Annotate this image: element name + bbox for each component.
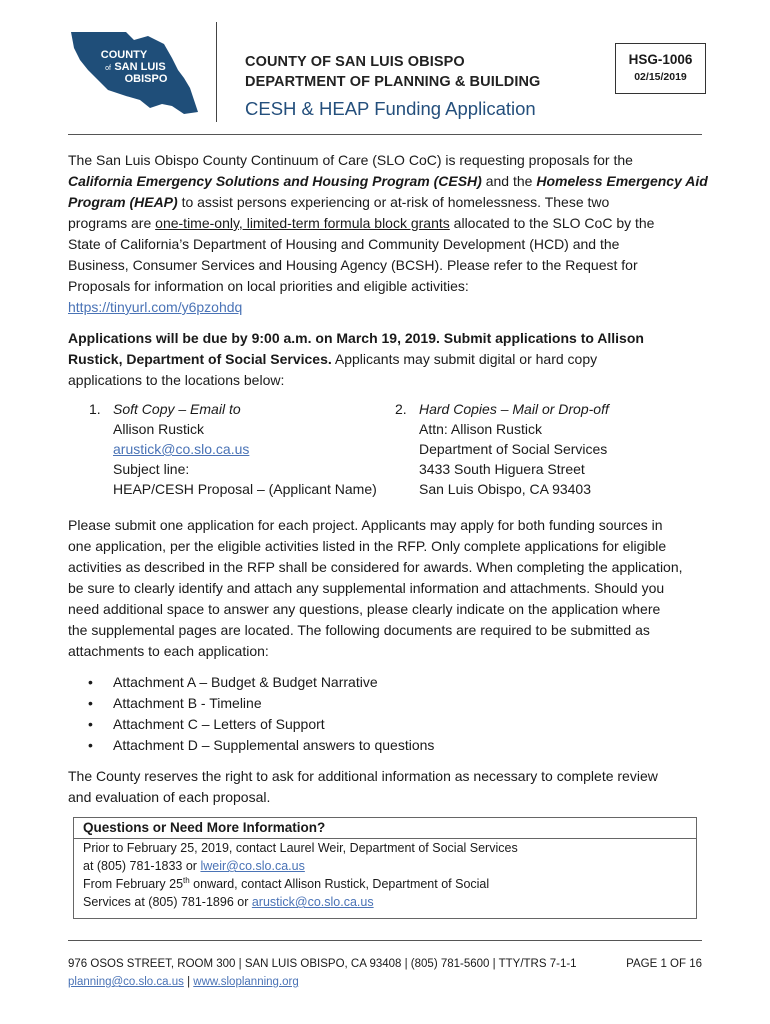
logo-text-san-luis: SAN LUIS	[114, 61, 166, 73]
hard-copy-instructions	[395, 399, 609, 499]
instructions-line: need additional space to answer any questions, please clearly indicate on the application where	[68, 601, 661, 617]
hard-copy-title-text: Hard Copies – Mail or Drop-off	[419, 401, 609, 417]
footer-address: 976 OSOS STREET, ROOM 300 | SAN LUIS OBISPO, CA 93408 | (805) 781-5600 | TTY/TRS 7-1-1	[68, 958, 577, 970]
hard-copy-title	[419, 399, 609, 419]
soft-copy-title-text: Soft Copy – Email to	[113, 401, 241, 417]
contact-text: at (805) 781-1833 or	[83, 859, 201, 873]
reserve-paragraph	[68, 766, 708, 808]
instructions-paragraph	[68, 515, 708, 662]
list-item	[88, 672, 434, 693]
instructions-line: Please submit one application for each project. Applicants may apply for both funding sources in	[68, 517, 663, 533]
planning-email-link[interactable]: planning@co.slo.ca.us	[68, 976, 184, 988]
email-line	[113, 439, 377, 459]
form-number-box	[615, 43, 706, 94]
list-number: 1.	[89, 401, 101, 417]
instructions-line: activities as described in the RFP shall be considered for awards. When completing the application,	[68, 559, 683, 575]
intro-line: State of California’s Department of Housing and Community Development (HCD) and the	[68, 236, 620, 252]
instructions-line: the supplemental pages are located. The following documents are required to be submitted as	[68, 622, 650, 638]
city-line: San Luis Obispo, CA 93403	[419, 481, 592, 497]
list-item	[88, 714, 434, 735]
reserve-line: The County reserves the right to ask for additional information as necessary to complete review	[68, 768, 658, 784]
footer-separator: |	[183, 976, 194, 988]
deadline-line	[68, 328, 708, 349]
county-logo	[68, 30, 202, 116]
contact-line: Prior to February 25, 2019, contact Laurel Weir, Department of Social Services	[83, 841, 518, 855]
reserve-line: and evaluation of each proposal.	[68, 789, 271, 805]
logo-text-obispo: OBISPO	[124, 73, 168, 85]
street-line: 3433 South Higuera Street	[419, 461, 585, 477]
intro-line	[68, 192, 708, 213]
intro-text: allocated to the SLO CoC by the	[449, 215, 655, 231]
contact-text: Services at (805) 781-1896 or	[83, 895, 252, 909]
bullet-icon: •	[88, 716, 93, 732]
deadline-paragraph	[68, 328, 708, 391]
attachment-label: Attachment C – Letters of Support	[113, 716, 325, 732]
intro-line	[68, 297, 708, 318]
heap-program-name: Homeless Emergency Aid	[536, 173, 708, 189]
email-link[interactable]: arustick@co.slo.ca.us	[113, 441, 250, 457]
logo-text-of: of	[105, 65, 111, 72]
list-number: 2.	[395, 401, 407, 417]
header-divider	[68, 134, 702, 135]
department-name: DEPARTMENT OF PLANNING & BUILDING	[245, 74, 541, 90]
bullet-icon: •	[88, 737, 93, 753]
arustick-email-link[interactable]: arustick@co.slo.ca.us	[251, 895, 374, 909]
footer-links	[68, 973, 299, 991]
subject-line: HEAP/CESH Proposal – (Applicant Name)	[113, 481, 377, 497]
soft-copy-instructions	[89, 399, 377, 499]
deadline-text: Rustick, Department of Social Services.	[68, 351, 332, 367]
attachment-label: Attachment A – Budget & Budget Narrative	[113, 674, 378, 690]
form-title: CESH & HEAP Funding Application	[245, 98, 536, 119]
header-vertical-divider	[216, 22, 217, 122]
intro-line: Business, Consumer Services and Housing Agency (BCSH). Please refer to the Request for	[68, 257, 638, 273]
page-number: PAGE 1 OF 16	[626, 958, 702, 970]
bullet-icon: •	[88, 695, 93, 711]
attachment-label: Attachment B - Timeline	[113, 695, 262, 711]
recipient-name: Allison Rustick	[113, 421, 205, 437]
ordinal-suffix: th	[183, 875, 190, 885]
heap-program-name-cont: Program (HEAP)	[68, 194, 178, 210]
intro-text: to assist persons experiencing or at-risk of homelessness. These two	[177, 194, 610, 210]
attachment-label: Attachment D – Supplemental answers to questions	[113, 737, 435, 753]
intro-text: and the	[481, 173, 537, 189]
cesh-program-name: California Emergency Solutions and Housing Program (CESH)	[68, 173, 482, 189]
soft-copy-title	[113, 399, 377, 419]
intro-paragraph	[68, 150, 708, 318]
lweir-email-link[interactable]: lweir@co.slo.ca.us	[200, 859, 305, 873]
contact-text: From February 25	[83, 877, 184, 891]
instructions-line: be sure to clearly identify and attach any supplemental information and attachments. Should you	[68, 580, 665, 596]
attachments-list	[88, 672, 434, 756]
logo-text-county: COUNTY	[100, 49, 148, 61]
department-line: Department of Social Services	[419, 441, 608, 457]
instructions-line: attachments to each application:	[68, 643, 269, 659]
instructions-line: one application, per the eligible activities listed in the RFP. Only complete applications for eligible	[68, 538, 667, 554]
deadline-line	[68, 349, 708, 370]
questions-box	[73, 817, 697, 919]
intro-line	[68, 171, 708, 192]
form-number: HSG-1006	[628, 52, 693, 67]
website-link[interactable]: www.sloplanning.org	[193, 976, 299, 988]
deadline-text-rest: Applicants may submit digital or hard copy	[331, 351, 598, 367]
rfp-link[interactable]: https://tinyurl.com/y6pzohdq	[68, 299, 243, 315]
intro-line	[68, 213, 708, 234]
list-item	[88, 693, 434, 714]
contact-text: onward, contact Allison Rustick, Department of Social	[189, 877, 490, 891]
county-name: COUNTY OF SAN LUIS OBISPO	[245, 54, 465, 70]
intro-line: Proposals for information on local priorities and eligible activities:	[68, 278, 469, 294]
bullet-icon: •	[88, 674, 93, 690]
deadline-text: Applications will be due by 9:00 a.m. on March 19, 2019. Submit applications to Allison	[68, 330, 644, 346]
intro-text: programs are	[68, 215, 156, 231]
grant-type-emphasis: one-time-only, limited-term formula block grants	[155, 215, 450, 231]
list-item	[88, 735, 434, 756]
intro-line: The San Luis Obispo County Continuum of Care (SLO CoC) is requesting proposals for the	[68, 152, 633, 168]
subject-label: Subject line:	[113, 461, 190, 477]
attn-line: Attn: Allison Rustick	[419, 421, 542, 437]
deadline-line: applications to the locations below:	[68, 372, 285, 388]
contact-line	[74, 857, 696, 875]
contact-line	[74, 893, 696, 911]
contact-line	[74, 875, 696, 893]
footer-divider	[68, 940, 702, 941]
form-date: 02/15/2019	[634, 71, 687, 83]
questions-heading: Questions or Need More Information?	[74, 818, 696, 839]
